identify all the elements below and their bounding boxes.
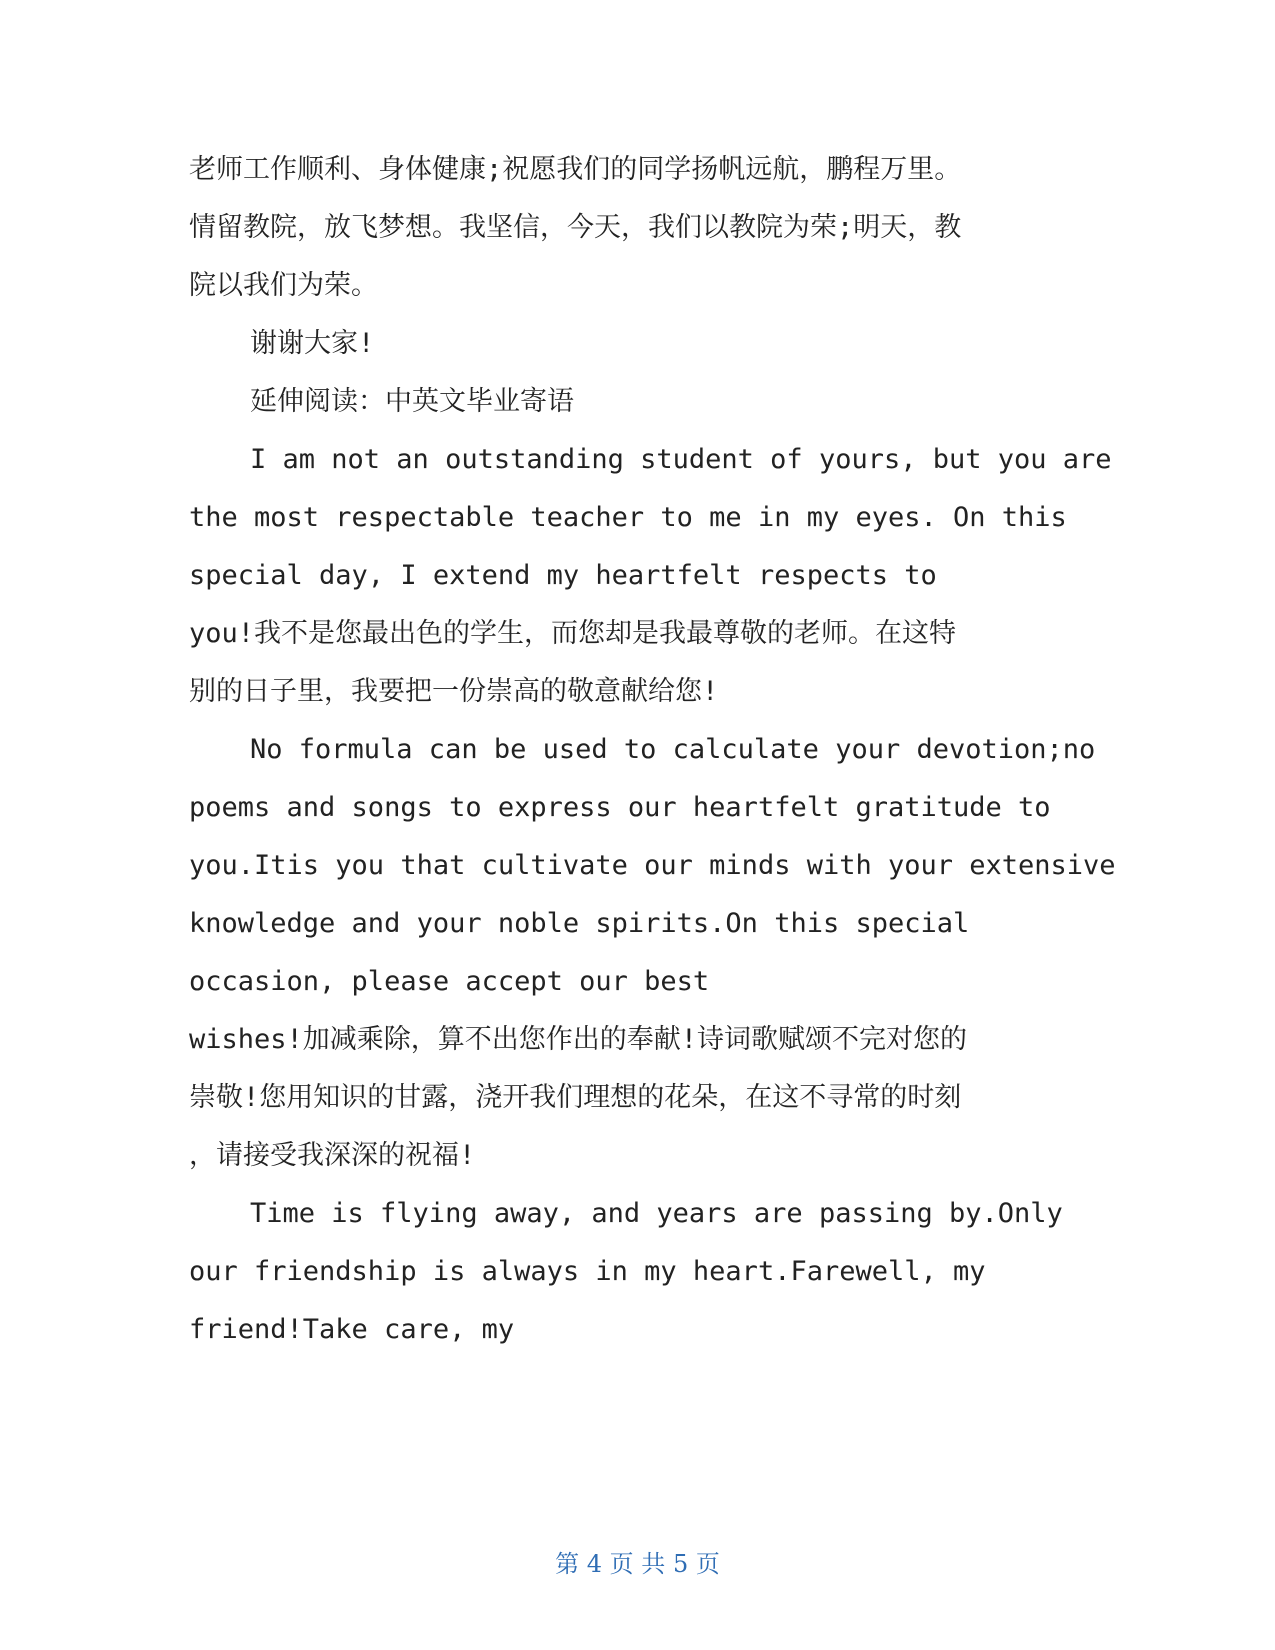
text-line: friend!Take care, my <box>189 1314 515 1345</box>
text-line: 情留教院，放飞梦想。我坚信，今天，我们以教院为荣;明天，教 <box>189 212 962 243</box>
section-heading: 延伸阅读：中英文毕业寄语 <box>250 386 574 417</box>
text-line: you.Itis you that cultivate our minds with your extensive <box>189 850 1116 881</box>
text-line: 崇敬!您用知识的甘露，浇开我们理想的花朵，在这不寻常的时刻 <box>189 1082 962 1113</box>
text-line: our friendship is always in my heart.Farewell, my <box>189 1256 986 1287</box>
text-line: you!我不是您最出色的学生，而您却是我最尊敬的老师。在这特 <box>189 618 957 649</box>
text-line: I am not an outstanding student of yours, but you are <box>250 444 1112 475</box>
page-number-footer: 第 4 页 共 5 页 <box>555 1550 720 1578</box>
text-line: wishes!加减乘除，算不出您作出的奉献!诗词歌赋颂不完对您的 <box>189 1024 968 1055</box>
text-line: 谢谢大家! <box>250 328 375 359</box>
text-line: 院以我们为荣。 <box>189 270 378 301</box>
text-line: Time is flying away, and years are passing by.Only <box>250 1198 1063 1229</box>
text-line: ，请接受我深深的祝福! <box>189 1140 476 1171</box>
text-line: special day, I extend my heartfelt respects to <box>189 560 937 591</box>
text-line: poems and songs to express our heartfelt gratitude to <box>189 792 1051 823</box>
text-line: No formula can be used to calculate your devotion;no <box>250 734 1096 765</box>
text-line: 别的日子里，我要把一份崇高的敬意献给您! <box>189 676 719 707</box>
text-line: occasion, please accept our best <box>189 966 710 997</box>
text-line: 老师工作顺利、身体健康;祝愿我们的同学扬帆远航，鹏程万里。 <box>189 154 962 185</box>
text-line: knowledge and your noble spirits.On this special <box>189 908 970 939</box>
text-line: the most respectable teacher to me in my eyes. On this <box>189 502 1067 533</box>
